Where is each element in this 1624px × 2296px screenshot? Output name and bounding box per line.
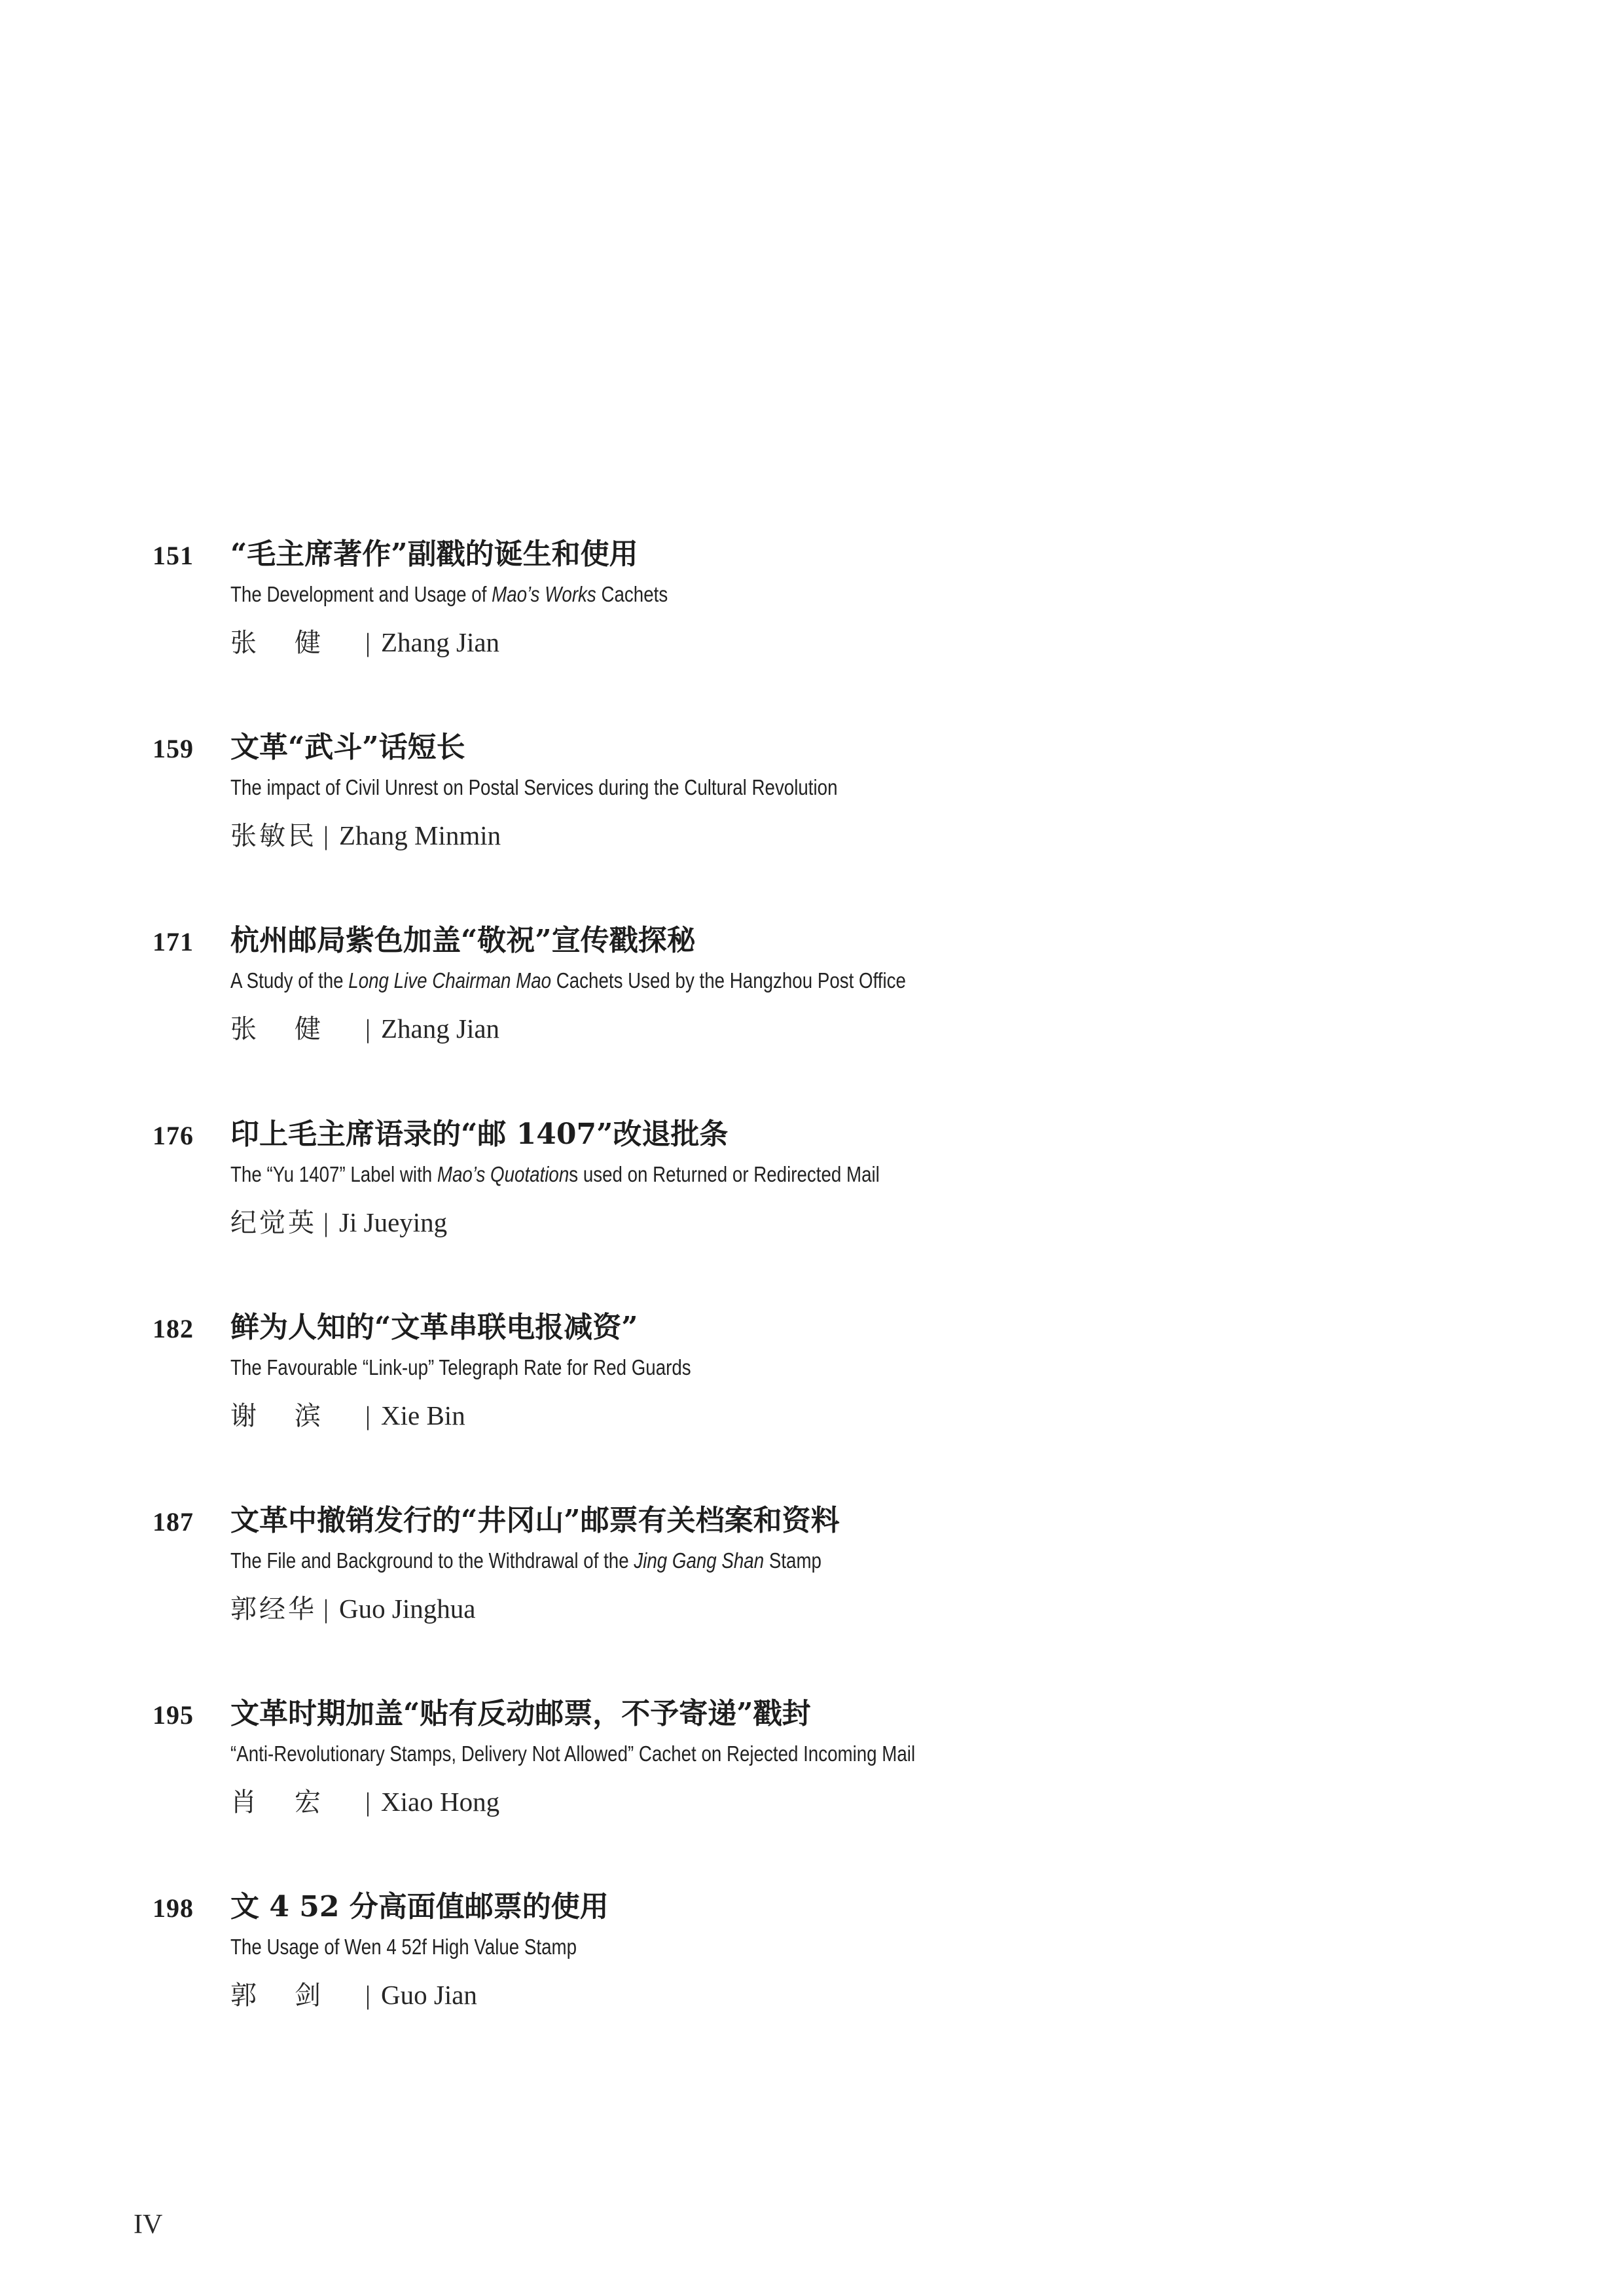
separator: | [365,1787,371,1817]
english-title-text: The Development and Usage of [230,582,492,606]
toc-entry[interactable] [0,1887,1624,2045]
author-chinese-name: 张敏民 [230,821,317,851]
author-line [230,817,501,854]
english-title-text: Stamp [764,1548,821,1573]
author-line [230,1783,499,1821]
author-english-name: Zhang Jian [381,1013,500,1044]
separator: | [365,1014,371,1044]
author-chinese-name: 张健 [230,628,359,658]
chinese-title[interactable]: 印上毛主席语录的“邮 1407”改退批条 [230,1118,729,1151]
english-title-italic: Mao’s Works [492,582,596,606]
author-english-name: Guo Jinghua [339,1594,476,1624]
author-chinese-name: 纪觉英 [230,1208,317,1238]
toc-entry[interactable] [0,921,1624,1078]
english-title-text: “Anti-Revolutionary Stamps, Delivery Not Allowed” Cachet on Rejected Incoming Mail [230,1741,916,1766]
author-english-name: Xiao Hong [381,1787,500,1817]
english-title-text: The Usage of Wen 4 52f High Value Stamp [230,1935,577,1959]
chinese-title[interactable]: “毛主席著作”副戳的诞生和使用 [230,538,638,571]
english-title-italic: Jing Gang Shan [634,1548,765,1573]
english-title-text: s used on Returned or Redirected Mail [569,1162,880,1186]
chinese-title[interactable]: 杭州邮局紫色加盖“敬祝”宣传戳探秘 [230,924,696,957]
separator: | [323,1208,329,1237]
english-title-text: The File and Background to the Withdrawal of the [230,1548,634,1573]
english-title [230,579,668,610]
toc-entry[interactable] [0,728,1624,885]
english-title [230,1739,915,1769]
english-title [230,1932,577,1962]
page-number: 159 [153,734,194,763]
author-english-name: Zhang Jian [381,627,500,657]
english-title-italic: Long Live Chairman Mao [348,968,552,993]
author-line [230,1204,447,1241]
separator: | [323,821,329,850]
author-line [230,1977,477,2014]
toc-entry[interactable] [0,1694,1624,1851]
page-number: 151 [153,541,194,570]
page-number: 182 [153,1314,194,1343]
separator: | [365,628,371,657]
author-english-name: Xie Bin [381,1400,465,1430]
english-title-text: Cachets Used by the Hangzhou Post Office [551,968,906,993]
page-number: 198 [153,1893,194,1923]
page-number: 195 [153,1700,194,1730]
english-title-text: The impact of Civil Unrest on Postal Services during the Cultural Revolution [230,775,838,799]
english-title-text: The “Yu 1407” Label with [230,1162,437,1186]
toc-entry[interactable] [0,1115,1624,1272]
english-title [230,773,838,803]
author-chinese-name: 郭经华 [230,1594,317,1624]
author-line [230,1010,499,1048]
page-number: 171 [153,927,194,957]
separator: | [323,1594,329,1624]
page-number: 176 [153,1121,194,1150]
english-title-text: A Study of the [230,968,349,993]
english-title [230,1546,821,1576]
chinese-title[interactable]: 鲜为人知的“文革串联电报减资” [230,1311,638,1344]
toc-entry[interactable] [0,535,1624,692]
english-title [230,1159,880,1190]
separator: | [365,1401,371,1430]
author-chinese-name: 谢滨 [230,1401,359,1431]
english-title [230,1353,691,1383]
author-line [230,1397,465,1434]
author-english-name: Ji Jueying [339,1207,448,1237]
english-title-text: Cachets [596,582,668,606]
separator: | [365,1980,371,2010]
toc-entry[interactable] [0,1308,1624,1465]
chinese-title[interactable]: 文革时期加盖“贴有反动邮票，不予寄递”戳封 [230,1697,811,1730]
chinese-title[interactable]: 文 4 52 分高面值邮票的使用 [230,1890,609,1923]
english-title-italic: Mao’s Quotation [437,1162,569,1186]
english-title [230,966,906,996]
author-english-name: Guo Jian [381,1980,477,2010]
author-english-name: Zhang Minmin [339,820,501,850]
toc-entry[interactable] [0,1501,1624,1658]
author-line [230,624,499,661]
author-chinese-name: 张健 [230,1014,359,1044]
author-line [230,1590,475,1628]
author-chinese-name: 肖宏 [230,1787,359,1817]
chinese-title[interactable]: 文革中撤销发行的“井冈山”邮票有关档案和资料 [230,1504,840,1537]
author-chinese-name: 郭剑 [230,1980,359,2011]
english-title-text: The Favourable “Link-up” Telegraph Rate for Red Guards [230,1355,691,1379]
page-number: 187 [153,1507,194,1537]
page-folio: IV [134,2210,163,2240]
chinese-title[interactable]: 文革“武斗”话短长 [230,731,465,764]
